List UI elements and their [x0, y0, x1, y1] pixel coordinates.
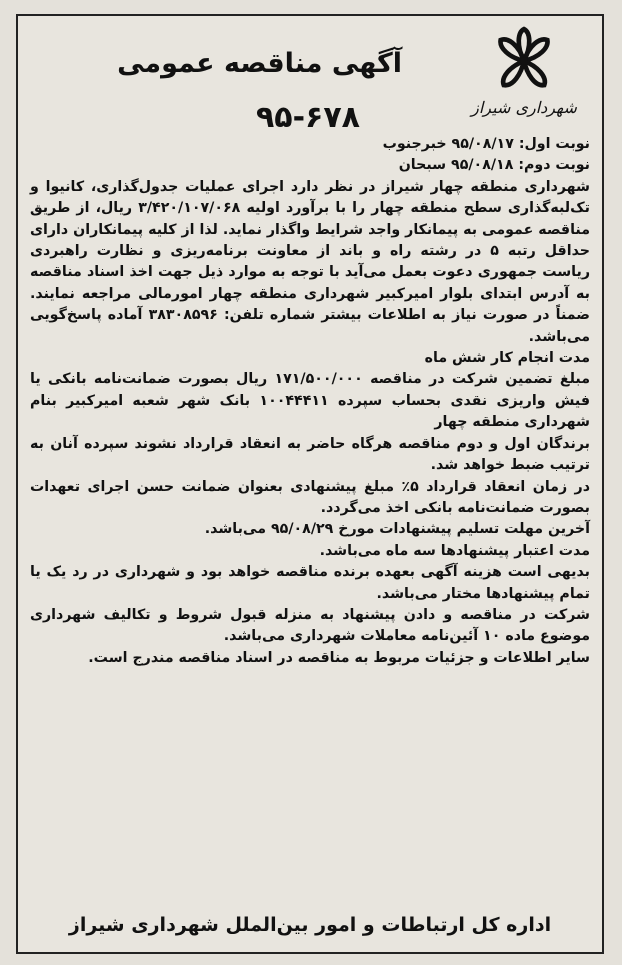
performance-guarantee: در زمان انعقاد قرارداد ۵٪ مبلغ پیشنهادی بعنوان ضمانت حسن اجرای تعهدات بصورت ضمانت‌نامه بانکی اخذ می‌گردد. — [30, 478, 590, 516]
issuer-footer: اداره کل ارتباطات و امور بین‌الملل شهرداری شیراز — [68, 914, 552, 936]
logo-text: شهرداری شیراز — [471, 98, 577, 117]
notice-number: ۹۵-۶۷۸ — [255, 100, 360, 135]
shiraz-municipality-logo — [468, 26, 580, 136]
participation-terms: شرکت در مناقصه و دادن پیشنهاد به منزله قبول شروط و تکالیف شهرداری موضوع ماده ۱۰ آئین‌نامه معاملات شهرداری می‌باشد. — [30, 606, 590, 645]
guarantee-amount: مبلغ تضمین شرکت در مناقصه ۱۷۱/۵۰۰/۰۰۰ ریال بصورت ضمانت‌نامه بانکی یا فیش واریزی نقدی بحساب سپرده ۱۰۰۴۴۴۱۱ بانک شهر شعبه امیرکبیر بنام شهرداری منطقه چهار — [30, 371, 590, 431]
flower-logo-icon — [484, 26, 564, 96]
winner-forfeit-clause: برندگان اول و دوم مناقصه هرگاه حاضر به انعقاد قرارداد نشوند سپرده آنان به ترتیب ضبط خواهد شد. — [30, 435, 590, 474]
proposal-validity: مدت اعتبار پیشنهادها سه ماه می‌باشد. — [319, 542, 590, 559]
tender-notice — [16, 14, 604, 954]
submission-deadline: آخرین مهلت تسلیم پیشنهادات مورخ ۹۵/۰۸/۲۹ می‌باشد. — [204, 521, 590, 538]
work-duration: مدت انجام کار شش ماه — [424, 350, 590, 367]
notice-body — [30, 134, 590, 669]
notice-title: آگهی مناقصه عمومی — [117, 48, 402, 79]
notice-header — [18, 16, 602, 138]
first-publication: نوبت اول: ۹۵/۰۸/۱۷ خبرجنوب — [382, 136, 590, 152]
other-info: سایر اطلاعات و جزئیات مربوط به مناقصه در اسناد مناقصه مندرج است. — [88, 649, 590, 666]
second-publication: نوبت دوم: ۹۵/۰۸/۱۸ سبحان — [398, 157, 590, 174]
ad-cost-clause: بدیهی است هزینه آگهی بعهده برنده مناقصه خواهد بود و شهرداری در رد یک یا تمام پیشنهادها مختار می‌باشد. — [30, 564, 590, 602]
main-paragraph: شهرداری منطقه چهار شیراز در نظر دارد اجرای عملیات جدول‌گذاری، کانیوا و تک‌لبه‌گذاری سطح منطقه چهار را با برآورد اولیه ۳/۴۲۰/۱۰۷/۰۶۸ ریال، از طریق مناقصه عمومی به پیمانکار واجد شرایط واگذار نماید. لذا از کلیه پیمانکاران دارای حداقل رتبه ۵ در رشته راه و باند از معاونت برنامه‌ریزی و نظارت راهبردی ریاست جمهوری دعوت بعمل می‌آید با توجه به موارد ذیل جهت اخذ اسناد مناقصه به آدرس ابتدای بلوار امیرکبیر شهرداری منطقه چهار امورمالی مراجعه نمایند. ضمناً در صورت نیاز به اطلاعات بیشتر شماره تلفن: ۳۸۳۰۸۵۹۶ آماده پاسخ‌گویی می‌باشد. — [30, 178, 590, 345]
